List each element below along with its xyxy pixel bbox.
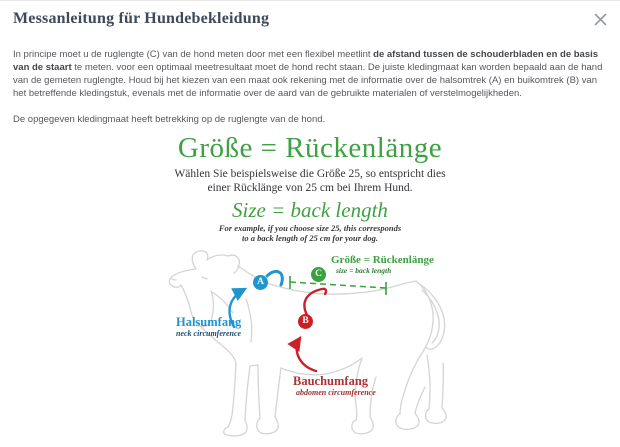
size-guide-headings bbox=[13, 132, 607, 243]
subtext-english bbox=[13, 224, 607, 243]
intro-paragraph-2: De opgegeven kledingmaat heeft betrekking op de ruglengte van de hond. bbox=[13, 114, 326, 125]
dog-measurement-diagram bbox=[150, 247, 470, 447]
marker-b-badge: B bbox=[298, 314, 313, 329]
abdomen-label-en: abdomen circumference bbox=[296, 388, 376, 397]
neck-circumference-label bbox=[176, 315, 241, 338]
close-button[interactable] bbox=[592, 11, 608, 27]
marker-c-badge: C bbox=[311, 267, 326, 282]
modal-header bbox=[13, 10, 607, 28]
page-title: Messanleitung für Hundebekleidung bbox=[13, 10, 270, 27]
belly-measure-arrows bbox=[297, 289, 326, 371]
neck-label-en: neck circumference bbox=[176, 329, 242, 338]
heading-german: Größe = Rückenlänge bbox=[177, 132, 443, 164]
subtext-german-line2: einer Rücklänge von 25 cm bei Ihrem Hund. bbox=[207, 181, 413, 194]
abdomen-circumference-label bbox=[293, 374, 376, 397]
subtext-english-line2: to a back length of 25 cm for your dog. bbox=[242, 232, 378, 243]
abdomen-label-de: Bauchumfang bbox=[293, 374, 369, 388]
back-length-label-de: Größe = Rückenlänge bbox=[331, 254, 434, 266]
intro-paragraph-1 bbox=[13, 48, 607, 100]
subtext-english-line1: For example, if you choose size 25, this corresponds bbox=[218, 223, 402, 233]
intro-p1-pre: In principe moet u de ruglengte (C) van de hond meten door met een flexibel meetlint bbox=[13, 49, 374, 60]
intro-p1-post: te meten. voor een optimaal meetresultaat moet de hond recht staan. De juiste kledingmaat kan worden bepaald aan de hand van de gemeten ruglengte. Houd bij het kiezen van een maat ook rekening met de informatie over de halsomtrek (A) en buikomtrek (B) van het betreffende kledingstuk, evenals met de informatie over de aard van de gebruikte materialen of verstelmogelijkheden. bbox=[13, 62, 603, 99]
heading-english: Size = back length bbox=[232, 198, 388, 222]
dog-body-outline bbox=[169, 251, 446, 436]
subtext-german-line1: Wählen Sie beispielsweise die Größe 25, so entspricht dies bbox=[174, 168, 446, 180]
marker-a-badge: A bbox=[253, 275, 268, 290]
dog-outline-illustration bbox=[150, 247, 470, 447]
neck-label-de: Halsumfang bbox=[176, 315, 242, 329]
measuring-guide-modal bbox=[0, 1, 620, 447]
intro-text bbox=[13, 48, 607, 126]
intro-p1-bold: de afstand tussen de schouderbladen en de basis van de staart bbox=[13, 49, 599, 73]
close-icon bbox=[594, 13, 607, 26]
back-length-label-en: size = back length bbox=[336, 266, 392, 275]
subtext-german bbox=[13, 168, 607, 195]
back-length-label bbox=[331, 254, 434, 275]
